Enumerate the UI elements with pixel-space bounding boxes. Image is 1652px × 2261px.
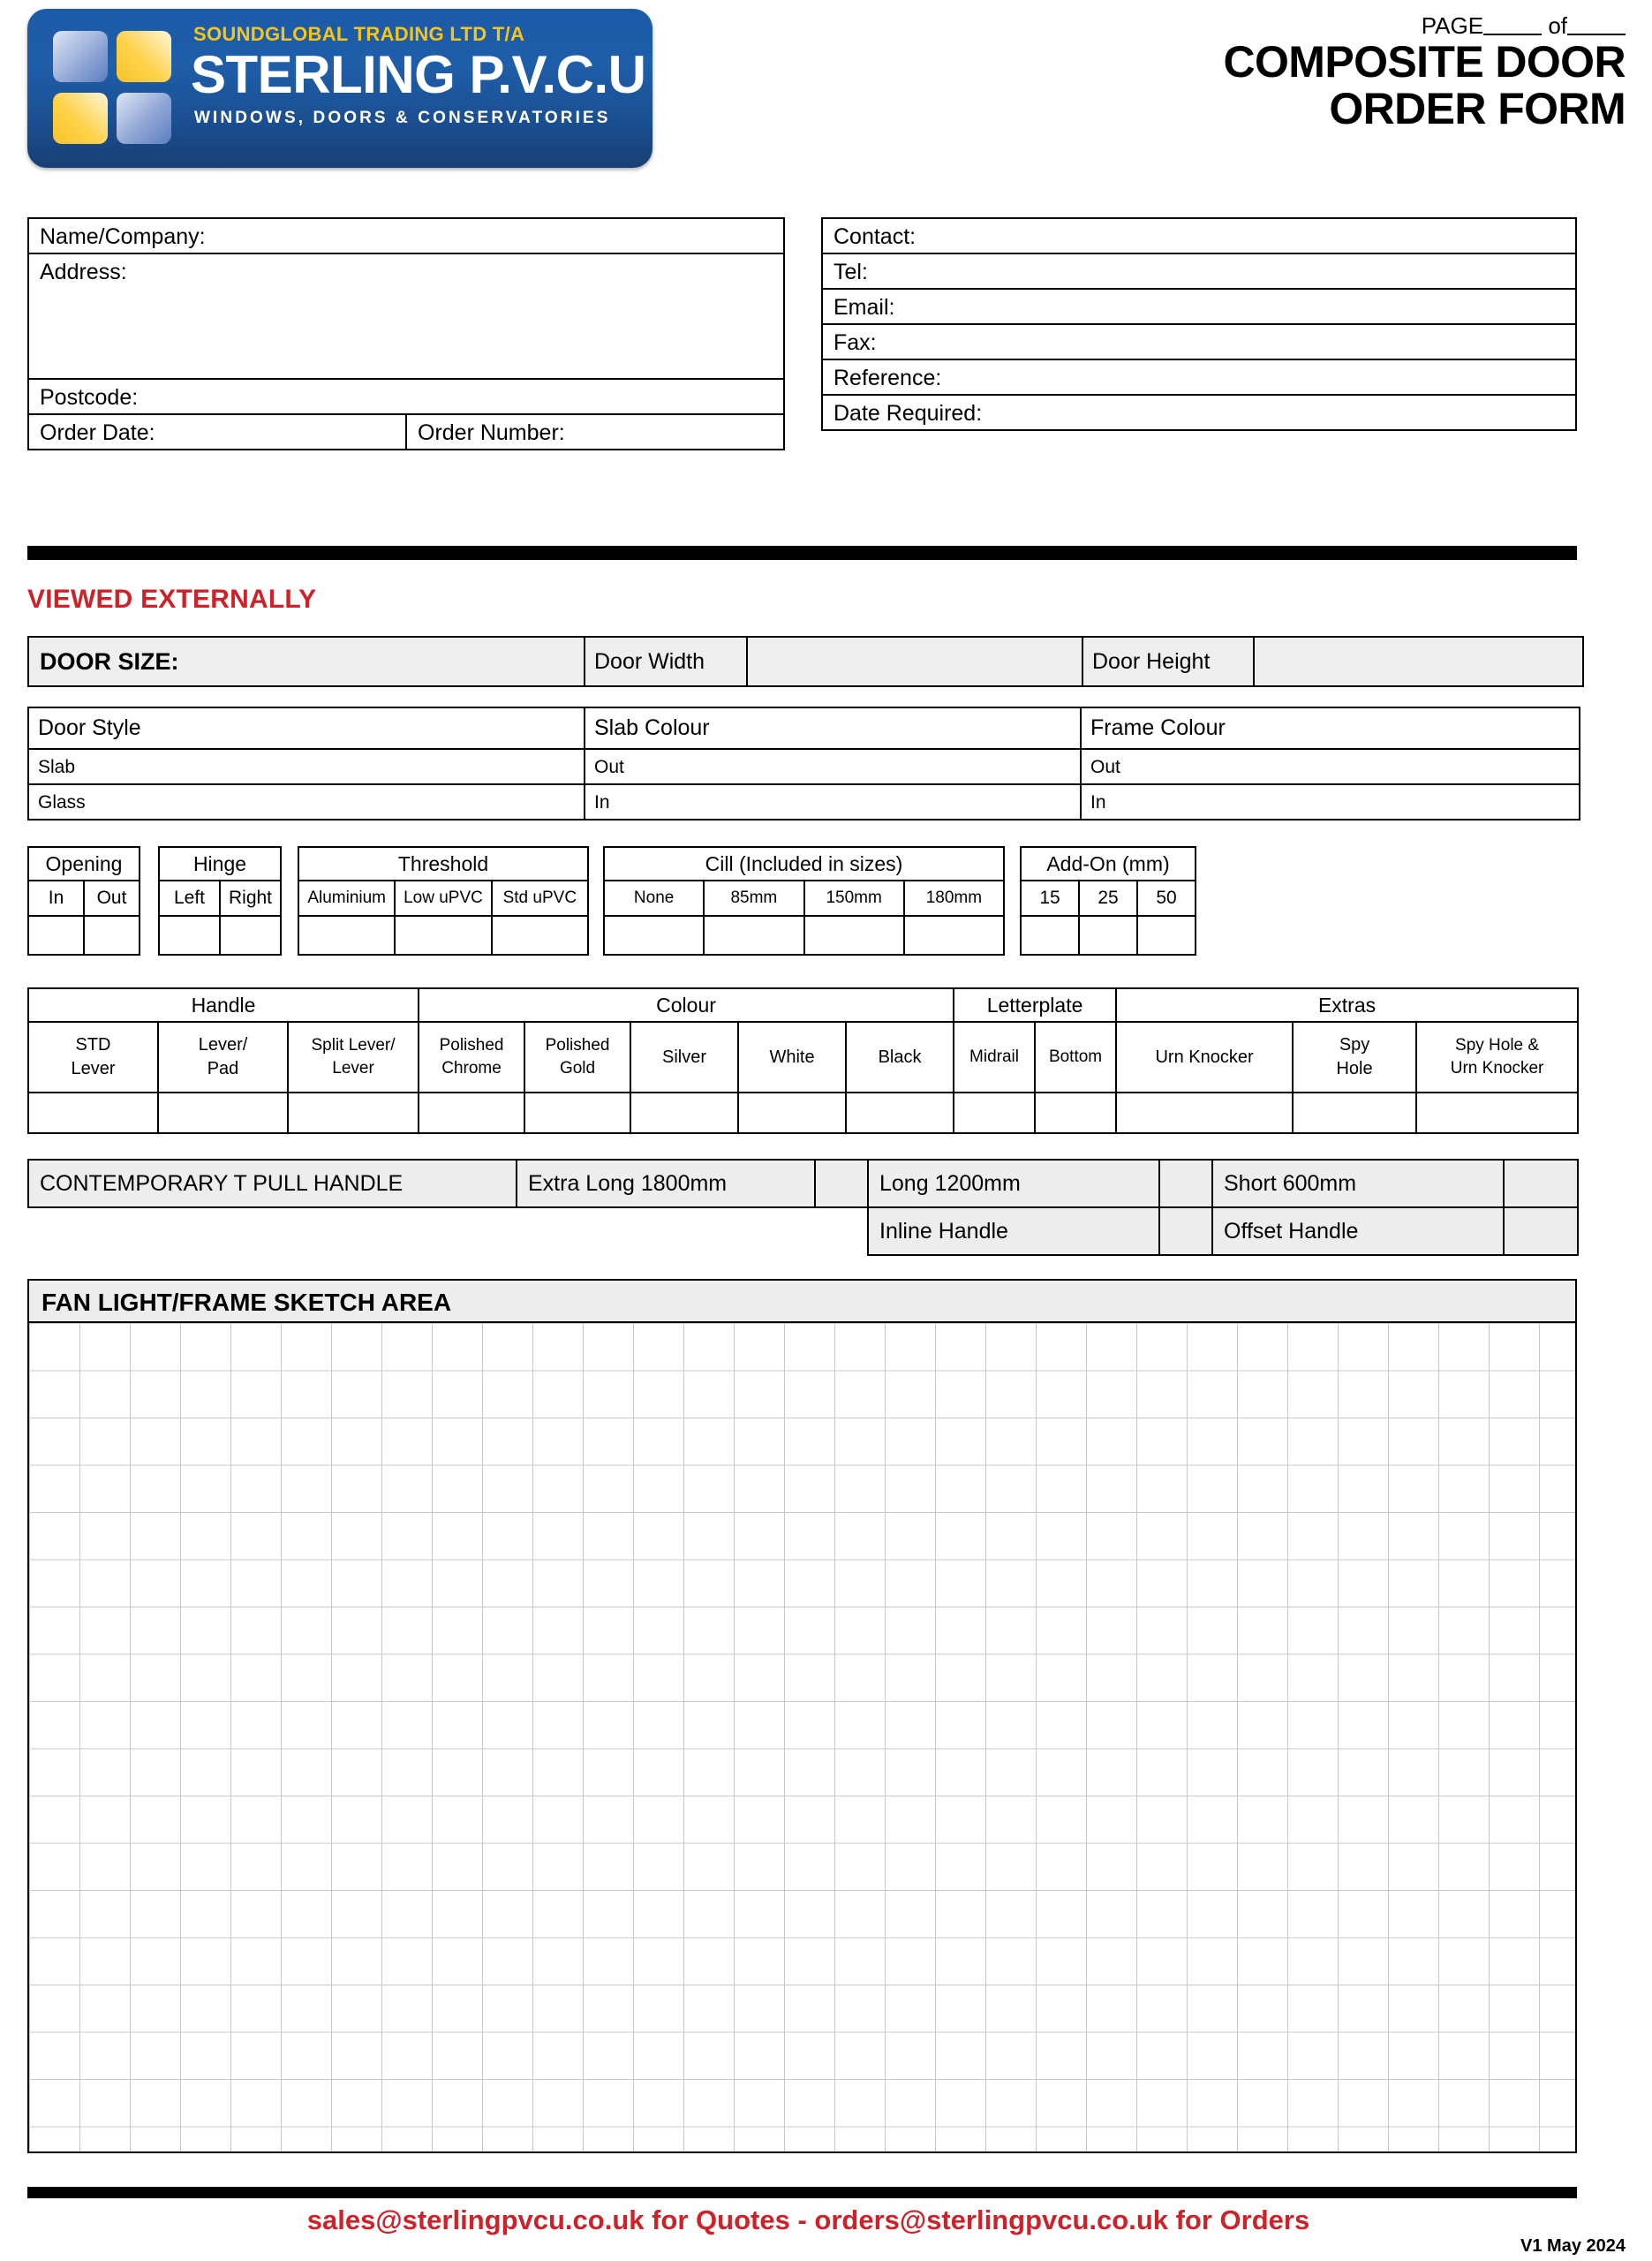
door-width-input[interactable]	[747, 637, 1082, 686]
address-label: Address:	[40, 260, 127, 284]
table-row	[822, 395, 1576, 430]
threshold-group	[298, 846, 589, 956]
glass-style-input[interactable]	[28, 784, 585, 820]
cill-150mm-label: 150mm	[804, 881, 904, 916]
colour-black-line2: Black	[878, 1047, 922, 1067]
table-row	[822, 218, 1576, 253]
colour-silver-label	[630, 1022, 738, 1093]
extras-urn-knocker-checkbox[interactable]	[1116, 1093, 1293, 1133]
table-row	[298, 881, 588, 916]
customer-details-table	[27, 217, 785, 450]
footer-version: V1 May 2024	[1520, 2236, 1626, 2256]
colour-polished-gold-line1: Polished	[545, 1036, 610, 1055]
fax-label: Fax:	[834, 330, 877, 355]
add-on-15-label: 15	[1021, 881, 1079, 916]
table-row	[28, 253, 784, 379]
handle-std-lever-checkbox[interactable]	[28, 1093, 158, 1133]
slab-colour-header: Slab Colour	[594, 715, 710, 740]
table-row	[28, 379, 784, 414]
table-row	[28, 988, 1578, 1022]
door-size-title-cell	[28, 637, 585, 686]
cill-none-checkbox[interactable]	[604, 916, 704, 955]
page-number-field[interactable]	[1422, 12, 1626, 40]
hinge-group	[158, 846, 282, 956]
threshold-std-upvc-checkbox[interactable]	[492, 916, 588, 955]
colour-polished-gold-label	[524, 1022, 630, 1093]
t-pull-extra-long-checkbox[interactable]	[815, 1160, 868, 1207]
email-field[interactable]	[822, 289, 1576, 324]
logo-square-bottom-left	[53, 93, 108, 144]
add-on-25-label: 25	[1079, 881, 1137, 916]
handle-std-lever-label	[28, 1022, 158, 1093]
logo-tagline: WINDOWS, DOORS & CONSERVATORIES	[194, 108, 611, 127]
slab-colour-out-input[interactable]	[585, 749, 1081, 784]
frame-colour-in-input[interactable]	[1081, 784, 1580, 820]
tel-field[interactable]	[822, 253, 1576, 289]
postcode-field[interactable]	[28, 379, 784, 414]
table-row	[298, 847, 588, 881]
letterplate-bottom-checkbox[interactable]	[1035, 1093, 1116, 1133]
opening-group	[27, 846, 140, 956]
colour-polished-chrome-checkbox[interactable]	[419, 1093, 524, 1133]
t-pull-spacer-left	[28, 1207, 517, 1255]
order-date-label: Order Date:	[40, 420, 155, 445]
extras-spy-hole-urn-checkbox[interactable]	[1416, 1093, 1578, 1133]
handle-split-lever-line2: Lever	[332, 1059, 374, 1078]
page-label: PAGE	[1421, 12, 1484, 39]
opening-in-checkbox[interactable]	[28, 916, 84, 955]
glass-style-label: Glass	[38, 792, 86, 813]
colour-black-checkbox[interactable]	[846, 1093, 954, 1133]
handle-group-title: Handle	[28, 988, 419, 1022]
extras-spy-hole-urn-line2: Urn Knocker	[1450, 1059, 1544, 1078]
page-title-line1: COMPOSITE DOOR	[1223, 37, 1626, 87]
slab-style-label: Slab	[38, 757, 76, 777]
t-pull-spacer-mid	[517, 1207, 815, 1255]
extras-spy-hole-label	[1293, 1022, 1416, 1093]
company-logo	[27, 9, 653, 168]
table-row	[604, 916, 1004, 955]
reference-field[interactable]	[822, 359, 1576, 395]
table-row	[1021, 916, 1196, 955]
handle-colour-table	[27, 987, 1579, 1134]
page-header	[0, 0, 1652, 185]
date-required-label: Date Required:	[834, 401, 983, 426]
colour-group-title: Colour	[419, 988, 954, 1022]
door-height-input[interactable]	[1254, 637, 1583, 686]
postcode-label: Postcode:	[40, 385, 139, 410]
table-row	[28, 414, 784, 450]
letterplate-midrail-line2: Midrail	[969, 1047, 1019, 1067]
add-on-50-label: 50	[1137, 881, 1196, 916]
handle-lever-pad-label	[158, 1022, 288, 1093]
door-height-value	[1255, 638, 1582, 649]
t-pull-long-checkbox[interactable]	[1159, 1160, 1212, 1207]
opening-group-title: Opening	[28, 847, 140, 881]
t-pull-inline-label: Inline Handle	[868, 1207, 1159, 1255]
cill-group	[603, 846, 1005, 956]
table-row	[28, 749, 1580, 784]
cill-180mm-label: 180mm	[904, 881, 1004, 916]
threshold-aluminium-label: Aluminium	[298, 881, 395, 916]
threshold-group-title: Threshold	[298, 847, 588, 881]
extras-spy-hole-line2: Hole	[1336, 1059, 1373, 1078]
door-width-label: Door Width	[594, 649, 705, 674]
handle-lever-pad-line1: Lever/	[198, 1035, 248, 1055]
logo-brand-name: STERLING P.V.C.U	[191, 45, 646, 104]
slab-style-input[interactable]	[28, 749, 585, 784]
logo-text-block	[191, 23, 646, 127]
handle-split-lever-label	[288, 1022, 419, 1093]
opening-in-label: In	[28, 881, 84, 916]
order-date-field[interactable]	[28, 414, 406, 450]
logo-squares-icon	[53, 31, 173, 146]
frame-colour-in-label: In	[1090, 792, 1106, 813]
logo-square-top-left	[53, 31, 108, 82]
table-row	[28, 1207, 1578, 1255]
page-current-blank[interactable]	[1483, 34, 1542, 35]
t-pull-offset-checkbox[interactable]	[1504, 1207, 1578, 1255]
footer-emails[interactable]: sales@sterlingpvcu.co.uk for Quotes - orders@sterlingpvcu.co.uk for Orders	[306, 2204, 1310, 2235]
hinge-right-label: Right	[220, 881, 281, 916]
date-required-field[interactable]	[822, 395, 1576, 430]
tel-label: Tel:	[834, 260, 868, 284]
options-row-one	[27, 846, 1577, 954]
frame-colour-out-label: Out	[1090, 757, 1120, 777]
door-size-title: DOOR SIZE:	[40, 648, 179, 675]
colour-white-checkbox[interactable]	[738, 1093, 846, 1133]
table-row	[1021, 881, 1196, 916]
door-size-table	[27, 636, 1584, 687]
table-row	[28, 218, 784, 253]
door-width-value	[748, 638, 1082, 649]
order-number-field[interactable]	[406, 414, 784, 450]
table-row	[28, 847, 140, 881]
cill-85mm-checkbox[interactable]	[704, 916, 803, 955]
contact-details-table	[821, 217, 1577, 431]
style-colour-table	[27, 707, 1580, 820]
extras-urn-knocker-label	[1116, 1022, 1293, 1093]
table-row	[822, 359, 1576, 395]
t-pull-long-label: Long 1200mm	[868, 1160, 1159, 1207]
threshold-std-upvc-label: Std uPVC	[492, 881, 588, 916]
extras-spy-hole-urn-label	[1416, 1022, 1578, 1093]
table-row	[822, 253, 1576, 289]
letterplate-group-title: Letterplate	[954, 988, 1116, 1022]
extras-spy-hole-checkbox[interactable]	[1293, 1093, 1416, 1133]
logo-parent-company: SOUNDGLOBAL TRADING LTD T/A	[193, 23, 525, 45]
handle-lever-pad-checkbox[interactable]	[158, 1093, 288, 1133]
handle-split-lever-checkbox[interactable]	[288, 1093, 419, 1133]
viewed-externally-note: VIEWED EXTERNALLY	[27, 585, 317, 614]
table-row	[822, 324, 1576, 359]
threshold-low-upvc-checkbox[interactable]	[395, 916, 491, 955]
opening-out-checkbox[interactable]	[84, 916, 140, 955]
door-style-header: Door Style	[38, 715, 141, 740]
colour-black-label	[846, 1022, 954, 1093]
table-row	[159, 847, 281, 881]
handle-std-lever-line1: STD	[75, 1035, 111, 1055]
colour-polished-chrome-line1: Polished	[439, 1036, 504, 1055]
fax-field[interactable]	[822, 324, 1576, 359]
table-row	[604, 847, 1004, 881]
colour-white-line2: White	[769, 1047, 815, 1067]
add-on-15-checkbox[interactable]	[1021, 916, 1079, 955]
add-on-50-checkbox[interactable]	[1137, 916, 1196, 955]
table-row	[28, 1093, 1578, 1133]
add-on-25-checkbox[interactable]	[1079, 916, 1137, 955]
table-row	[28, 707, 1580, 749]
sketch-grid-canvas[interactable]	[29, 1323, 1575, 2151]
table-row	[28, 881, 140, 916]
extras-spy-hole-line1: Spy	[1339, 1035, 1370, 1055]
letterplate-midrail-label	[954, 1022, 1035, 1093]
email-label: Email:	[834, 295, 895, 320]
reference-label: Reference:	[834, 366, 942, 390]
hinge-left-checkbox[interactable]	[159, 916, 220, 955]
threshold-aluminium-checkbox[interactable]	[298, 916, 395, 955]
extras-urn-knocker-line2: Urn Knocker	[1155, 1047, 1254, 1067]
name-company-label: Name/Company:	[40, 224, 206, 249]
t-pull-inline-checkbox[interactable]	[1159, 1207, 1212, 1255]
name-company-field[interactable]	[28, 218, 784, 253]
letterplate-bottom-label	[1035, 1022, 1116, 1093]
t-pull-short-label: Short 600mm	[1212, 1160, 1504, 1207]
letterplate-midrail-checkbox[interactable]	[954, 1093, 1035, 1133]
colour-silver-line2: Silver	[662, 1047, 707, 1067]
table-row	[604, 881, 1004, 916]
table-row	[28, 784, 1580, 820]
frame-colour-out-input[interactable]	[1081, 749, 1580, 784]
cill-group-title: Cill (Included in sizes)	[604, 847, 1004, 881]
cill-180mm-checkbox[interactable]	[904, 916, 1004, 955]
table-row	[28, 916, 140, 955]
hinge-right-checkbox[interactable]	[220, 916, 281, 955]
table-row	[159, 881, 281, 916]
opening-out-label: Out	[84, 881, 140, 916]
add-on-group	[1020, 846, 1196, 956]
sketch-area-title: FAN LIGHT/FRAME SKETCH AREA	[29, 1281, 1575, 1323]
cill-150mm-checkbox[interactable]	[804, 916, 904, 955]
table-row	[159, 916, 281, 955]
page-title-line2: ORDER FORM	[1329, 84, 1626, 133]
hinge-group-title: Hinge	[159, 847, 281, 881]
page-total-blank[interactable]	[1567, 34, 1626, 35]
table-row	[1021, 847, 1196, 881]
table-row	[28, 1160, 1578, 1207]
cill-none-label: None	[604, 881, 704, 916]
t-pull-handle-section	[27, 1159, 1577, 1256]
slab-colour-in-input[interactable]	[585, 784, 1081, 820]
slab-colour-in-label: In	[594, 792, 610, 813]
contact-label: Contact:	[834, 224, 917, 249]
colour-silver-checkbox[interactable]	[630, 1093, 738, 1133]
handle-split-lever-line1: Split Lever/	[311, 1036, 396, 1055]
slab-colour-out-label: Out	[594, 757, 624, 777]
colour-polished-chrome-label	[419, 1022, 524, 1093]
extras-group-title: Extras	[1116, 988, 1578, 1022]
colour-white-label	[738, 1022, 846, 1093]
frame-colour-header-cell	[1081, 707, 1580, 749]
page-of-label: of	[1548, 12, 1567, 39]
t-pull-handle-table	[27, 1159, 1579, 1256]
t-pull-extra-long-label: Extra Long 1800mm	[517, 1160, 815, 1207]
cill-85mm-label: 85mm	[704, 881, 803, 916]
table-row	[822, 289, 1576, 324]
page-title	[1223, 39, 1626, 132]
address-field[interactable]	[28, 253, 784, 379]
colour-polished-chrome-line2: Chrome	[441, 1059, 502, 1078]
door-height-label: Door Height	[1092, 649, 1211, 674]
hinge-left-label: Left	[159, 881, 220, 916]
add-on-group-title: Add-On (mm)	[1021, 847, 1196, 881]
t-pull-title: CONTEMPORARY T PULL HANDLE	[28, 1160, 517, 1207]
section-divider-bottom	[27, 2187, 1577, 2198]
colour-polished-gold-checkbox[interactable]	[524, 1093, 630, 1133]
colour-polished-gold-line2: Gold	[559, 1059, 596, 1078]
letterplate-bottom-line2: Bottom	[1048, 1047, 1103, 1067]
frame-colour-header: Frame Colour	[1090, 715, 1226, 740]
section-divider-top	[27, 546, 1577, 560]
sketch-area	[27, 1279, 1577, 2153]
table-row	[28, 637, 1583, 686]
door-style-header-cell	[28, 707, 585, 749]
table-row	[28, 1022, 1578, 1093]
threshold-low-upvc-label: Low uPVC	[395, 881, 491, 916]
door-height-label-cell	[1082, 637, 1254, 686]
door-width-label-cell	[585, 637, 747, 686]
logo-square-bottom-right	[117, 93, 171, 144]
t-pull-spacer-mid2	[815, 1207, 868, 1255]
t-pull-short-checkbox[interactable]	[1504, 1160, 1578, 1207]
options-row-two	[27, 987, 1577, 1134]
handle-lever-pad-line2: Pad	[207, 1059, 239, 1078]
contact-field[interactable]	[822, 218, 1576, 253]
extras-spy-hole-urn-line1: Spy Hole &	[1455, 1036, 1540, 1055]
t-pull-offset-label: Offset Handle	[1212, 1207, 1504, 1255]
logo-square-top-right	[117, 31, 171, 82]
table-row	[298, 916, 588, 955]
handle-std-lever-line2: Lever	[71, 1059, 116, 1078]
order-number-label: Order Number:	[418, 420, 565, 445]
slab-colour-header-cell	[585, 707, 1081, 749]
